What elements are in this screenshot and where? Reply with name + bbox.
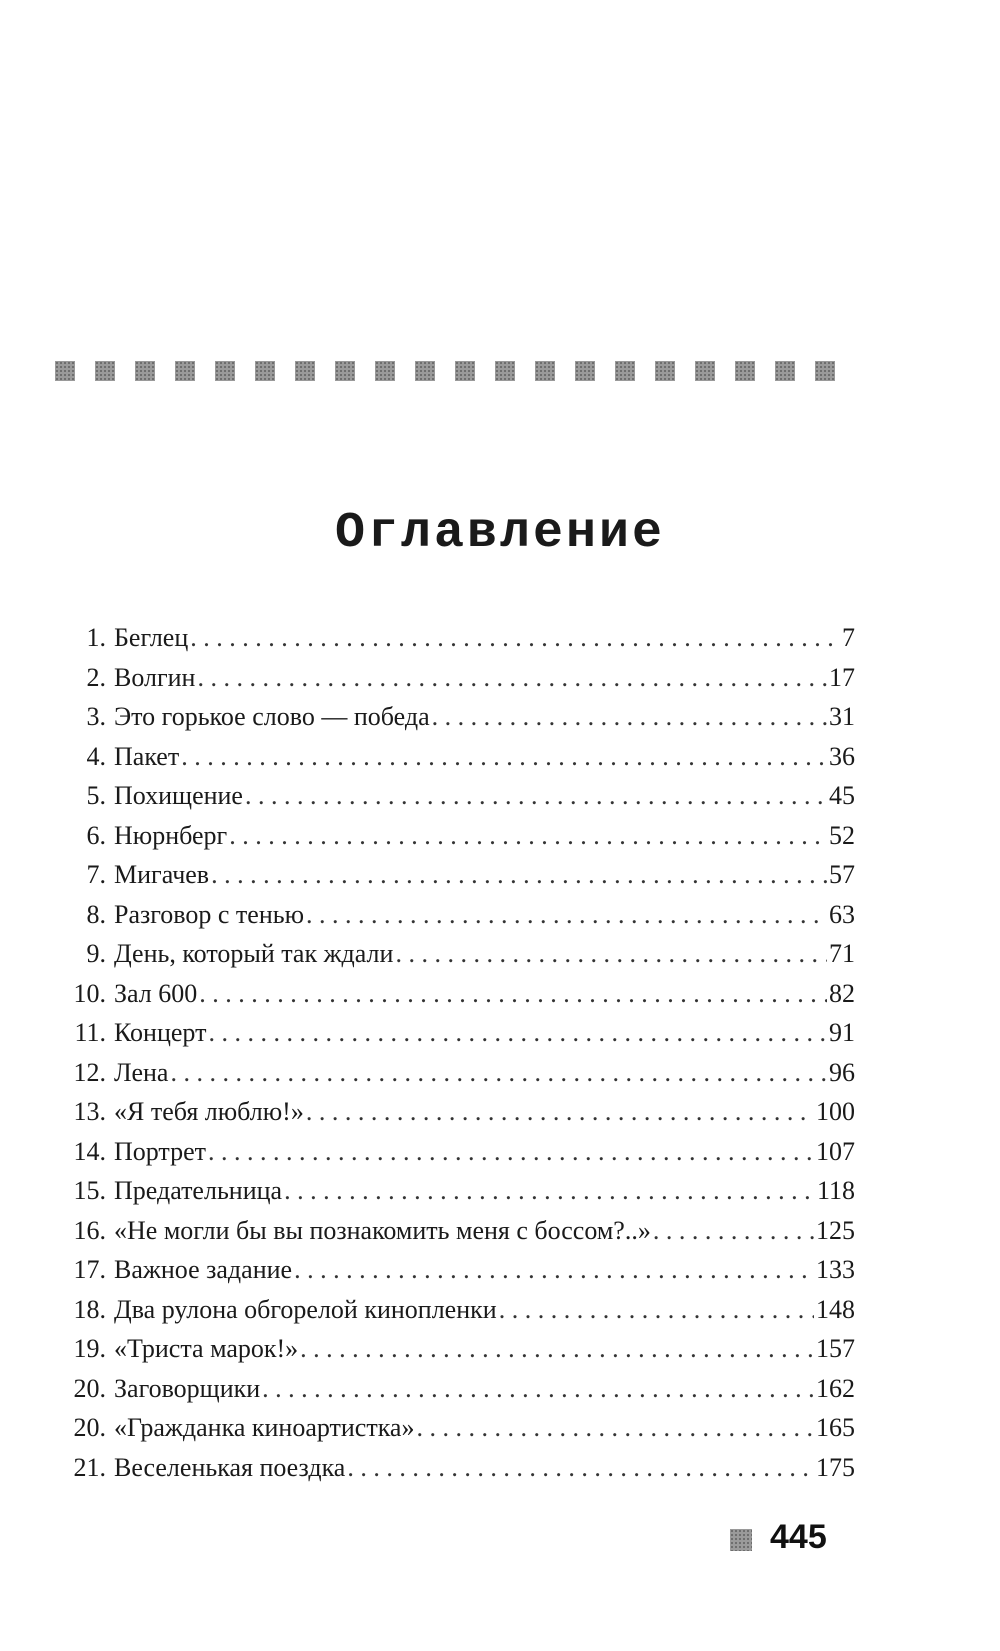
toc-entry-title: Важное задание [114,1255,293,1284]
toc-entry [60,1408,855,1448]
toc-entry-title: «Триста марок!» [114,1334,299,1363]
toc-entry [60,618,855,658]
decorative-square-icon [535,361,555,381]
toc-entry-number: 2. [86,662,106,692]
toc-entry-leader-dots [262,1369,814,1409]
toc-entry-leader-dots [190,618,840,658]
toc-entry-title: Разговор с тенью [114,899,305,929]
toc-entry-page: 63 [829,899,855,929]
toc-entry-leader-dots [300,1329,814,1369]
toc-entry-number: 13. [73,1097,106,1126]
toc-entry-page: 175 [816,1452,855,1482]
decorative-square-icon [695,361,715,381]
toc-entry [60,1132,855,1172]
decorative-square-icon [215,361,235,381]
toc-entry-leader-dots [197,658,827,698]
toc-entry-number: 5. [86,781,106,810]
decorative-square-icon [655,361,675,381]
toc-entry-page: 91 [829,1018,855,1047]
decorative-square-icon [735,361,755,381]
toc-entry-number: 9. [86,939,106,968]
toc-entry-title: Волгин [114,662,196,692]
toc-entry-leader-dots [347,1448,814,1488]
toc-entry-title: День, который так ждали [114,939,394,968]
toc-entry-page: 118 [816,1176,855,1205]
decorative-square-icon [615,361,635,381]
toc-entry-leader-dots [170,1053,827,1093]
toc-entry-title: Беглец [114,623,189,652]
toc-entry-title: Веселенькая поездка [114,1452,346,1482]
decorative-square-icon [175,361,195,381]
toc-entry-title: Похищение [114,781,243,810]
toc-entry-number: 20. [73,1413,106,1442]
decorative-square-icon [55,361,75,381]
decorative-square-icon [415,361,435,381]
toc-entry [60,816,855,856]
toc-entry-leader-dots [199,974,827,1014]
toc-entry-title: Заговорщики [114,1373,261,1403]
toc-entry-leader-dots [211,855,827,895]
toc-entry-number: 18. [73,1294,106,1324]
page-number: 445 [770,1518,827,1556]
toc-entry-leader-dots [181,737,827,777]
decorative-square-icon [575,361,595,381]
decorative-square-icon [455,361,475,381]
toc-entry-leader-dots [245,776,827,816]
toc-entry-page: 71 [829,939,855,968]
toc-entry-title: Нюрнберг [114,820,228,850]
toc-entry-page: 96 [829,1057,855,1087]
decorative-squares-row [55,361,855,383]
toc-entry-number: 3. [86,702,106,731]
toc-entry-title: Лена [114,1057,169,1087]
toc-entry-leader-dots [306,1092,814,1132]
toc-entry-title: Пакет [114,741,180,771]
toc-entry-number: 6. [86,820,106,850]
decorative-square-icon [375,361,395,381]
toc-entry-number: 4. [86,741,106,771]
toc-entry [60,974,855,1014]
toc-entry [60,1092,855,1132]
toc-entry-leader-dots [499,1290,814,1330]
toc-entry [60,1211,855,1251]
toc-entry-leader-dots [208,1132,814,1172]
toc-entry-page: 165 [816,1413,855,1442]
toc-entry-title: Зал 600 [114,978,198,1008]
toc-entry-leader-dots [416,1408,814,1448]
toc-entry [60,1250,855,1290]
toc-entry-leader-dots [306,895,827,935]
toc-entry-leader-dots [208,1013,827,1053]
toc-entry-number: 8. [86,899,106,929]
toc-entry-leader-dots [229,816,827,856]
toc-entry-page: 148 [816,1294,855,1324]
toc-entry-number: 12. [73,1057,106,1087]
toc-entry [60,895,855,935]
toc-entry-number: 15. [73,1176,106,1205]
toc-entry-page: 31 [829,702,855,731]
toc-entry-title: Это горькое слово — победа [114,702,430,731]
toc-entry-number: 20. [73,1373,106,1403]
toc-entry-leader-dots [653,1211,814,1251]
decorative-square-icon [255,361,275,381]
toc-entry-number: 10. [73,978,106,1008]
toc-entry-title: «Не могли бы вы познакомить меня с боссом?..» [114,1215,651,1245]
toc-entry [60,1290,855,1330]
toc-entry-page: 162 [816,1373,855,1403]
toc-entry-page: 45 [829,781,855,810]
toc-entry-title: Концерт [114,1018,207,1047]
toc-entry-page: 17 [829,662,855,692]
toc-entry [60,1053,855,1093]
toc-entry-page: 57 [829,860,855,889]
toc-entry [60,855,855,895]
toc-entry-page: 107 [816,1136,855,1166]
toc-entry-page: 133 [816,1255,855,1284]
toc-entry [60,1013,855,1053]
toc-entry [60,697,855,737]
toc-entry [60,934,855,974]
toc-entry-title: Два рулона обгорелой кинопленки [114,1294,497,1324]
decorative-square-icon [495,361,515,381]
toc-entry [60,1329,855,1369]
toc-entry-number: 1. [86,623,106,652]
decorative-square-icon [95,361,115,381]
toc-entry-title: «Гражданка киноартистка» [114,1413,415,1442]
toc-entry-page: 52 [829,820,855,850]
toc-entry-number: 16. [73,1215,106,1245]
toc-entry-number: 19. [73,1334,106,1363]
page-title: Оглавление [334,505,666,562]
toc-entry-leader-dots [294,1250,814,1290]
toc-entry-number: 11. [74,1018,106,1047]
toc-entry-leader-dots [432,697,827,737]
decorative-square-icon [335,361,355,381]
page-number-square-icon [730,1529,752,1551]
toc-entry-leader-dots [284,1171,815,1211]
toc-entry [60,1448,855,1488]
toc-entry-title: «Я тебя люблю!» [114,1097,304,1126]
toc-entry-page: 157 [816,1334,855,1363]
toc-entry-title: Мигачев [114,860,210,889]
toc-entry [60,1369,855,1409]
toc-entry-leader-dots [395,934,827,974]
toc-entry-number: 14. [73,1136,106,1166]
toc-entry-page: 100 [816,1097,855,1126]
toc-entry-page: 36 [829,741,855,771]
decorative-square-icon [135,361,155,381]
toc-entry-number: 17. [73,1255,106,1284]
toc-entry-number: 7. [86,860,106,889]
decorative-square-icon [775,361,795,381]
toc-entry [60,737,855,777]
toc-entry-page: 7 [842,623,855,652]
toc-entry [60,1171,855,1211]
decorative-square-icon [815,361,835,381]
toc-entry-number: 21. [73,1452,106,1482]
decorative-square-icon [295,361,315,381]
table-of-contents [60,618,855,1487]
toc-entry-page: 125 [816,1215,855,1245]
toc-entry [60,776,855,816]
toc-entry-title: Предательница [114,1176,283,1205]
toc-entry-title: Портрет [114,1136,207,1166]
toc-entry-page: 82 [829,978,855,1008]
toc-entry [60,658,855,698]
